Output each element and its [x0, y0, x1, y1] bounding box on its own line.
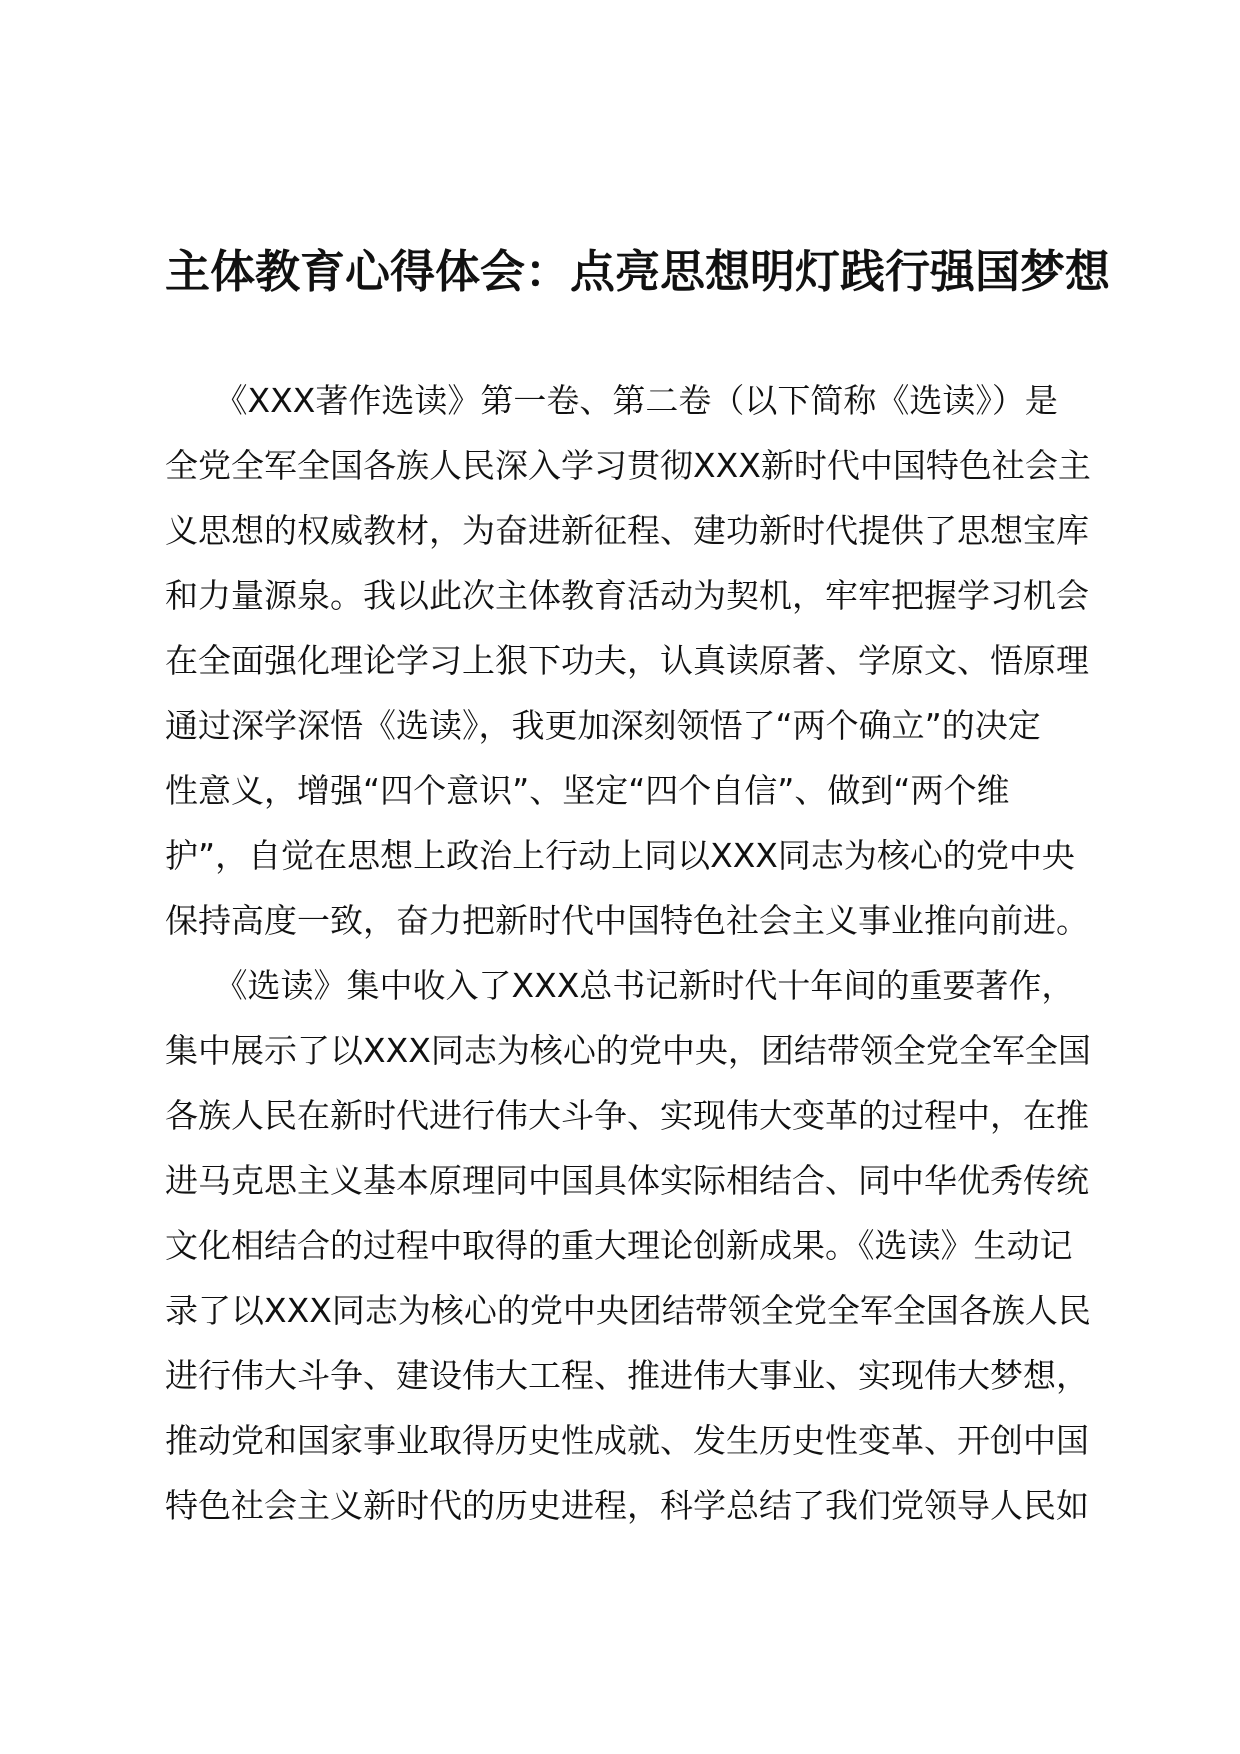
body-text: [165, 368, 1105, 1538]
page-title: 主体教育心得体会：点亮思想明灯践行强国梦想: [165, 245, 1111, 298]
text-line: 《XXX著作选读》第一卷、第二卷（以下简称《选读》）是: [165, 381, 1058, 420]
text-line: 进马克思主义基本原理同中国具体实际相结合、同中华优秀传统: [165, 1161, 1089, 1200]
text-line: 《选读》集中收入了XXX总书记新时代十年间的重要著作，: [165, 966, 1075, 1005]
text-line: 推动党和国家事业取得历史性成就、发生历史性变革、开创中国: [165, 1421, 1089, 1460]
text-line: 全党全军全国各族人民深入学习贯彻XXX新时代中国特色社会主: [165, 446, 1091, 485]
text-line: 集中展示了以XXX同志为核心的党中央，团结带领全党全军全国: [165, 1031, 1091, 1070]
text-line: 和力量源泉。我以此次主体教育活动为契机，牢牢把握学习机会: [165, 576, 1089, 615]
text-line: 在全面强化理论学习上狠下功夫，认真读原著、学原文、悟原理: [165, 641, 1089, 680]
text-line: 保持高度一致，奋力把新时代中国特色社会主义事业推向前进。: [165, 901, 1089, 940]
text-line: 护”，自觉在思想上政治上行动上同以XXX同志为核心的党中央: [165, 836, 1075, 875]
text-line: 进行伟大斗争、建设伟大工程、推进伟大事业、实现伟大梦想，: [165, 1356, 1089, 1395]
text-line: 义思想的权威教材，为奋进新征程、建功新时代提供了思想宝库: [165, 511, 1089, 550]
text-line: 各族人民在新时代进行伟大斗争、实现伟大变革的过程中，在推: [165, 1096, 1089, 1135]
text-line: 特色社会主义新时代的历史进程，科学总结了我们党领导人民如: [165, 1486, 1089, 1525]
text-line: 文化相结合的过程中取得的重大理论创新成果。《选读》生动记: [165, 1226, 1073, 1265]
text-line: 通过深学深悟《选读》，我更加深刻领悟了“两个确立”的决定: [165, 706, 1041, 745]
text-line: 性意义，增强“四个意识”、坚定“四个自信”、做到“两个维: [165, 771, 1010, 810]
text-line: 录了以XXX同志为核心的党中央团结带领全党全军全国各族人民: [165, 1291, 1091, 1330]
